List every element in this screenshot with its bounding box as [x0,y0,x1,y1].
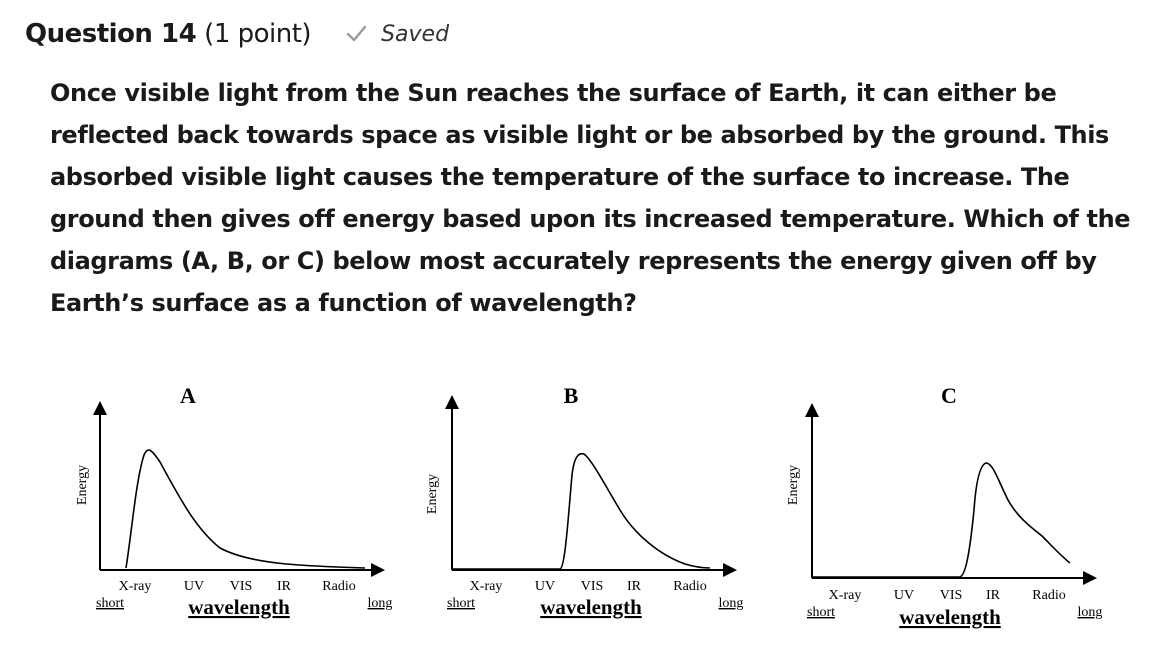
question-title: Question 14 [25,19,197,49]
energy-curve [453,454,710,569]
band-label: IR [277,579,291,594]
band-label: IR [627,579,641,594]
question-header [25,14,449,54]
band-label: IR [986,588,1000,603]
band-label: VIS [580,579,604,594]
band-label: Radio [1032,588,1066,603]
diagram-label: A [180,383,196,408]
diagram-label: C [941,383,957,408]
short-label: short [96,596,124,611]
saved-status [345,22,449,47]
diagram-label: B [563,383,579,408]
x-axis-label: wavelength [188,595,290,619]
diagrams-figure [60,370,1120,650]
long-label: long [367,596,393,611]
saved-label: Saved [381,21,450,47]
diagram-a [75,383,392,619]
diagrams-svg [60,370,1120,650]
energy-curve [126,450,365,568]
diagram-b [425,383,743,619]
diagram-c [786,383,1102,629]
band-label: Radio [673,579,707,594]
band-label: X-ray [828,588,862,603]
question-text: Once visible light from the Sun reaches the surface of Earth, it can either be reflected back towards space as visible light or be absorbed by the ground. This absorbed visible light causes the temperature of the surface to increase. The ground then gives off energy based upon its increased temperature. Which of the diagrams (A, B, or C) below most accurately represents the energy given off by Earth’s surface as a function of wavelength? [50,79,1131,317]
y-axis-label: Energy [425,473,440,515]
band-label: UV [183,579,205,594]
band-label: VIS [229,579,253,594]
x-axis-label: wavelength [540,595,642,619]
short-label: short [447,596,475,611]
energy-curve [813,463,1070,577]
y-axis-label: Energy [75,464,90,506]
question-points: (1 point) [204,19,312,49]
band-label: VIS [939,588,963,603]
band-label: Radio [322,579,356,594]
checkmark-icon [345,23,367,45]
long-label: long [718,596,744,611]
band-label: UV [893,588,915,603]
band-label: UV [534,579,556,594]
y-axis-label: Energy [786,464,801,506]
short-label: short [807,605,835,620]
long-label: long [1077,605,1103,620]
band-label: X-ray [118,579,152,594]
band-label: X-ray [469,579,503,594]
x-axis-label: wavelength [899,605,1001,629]
